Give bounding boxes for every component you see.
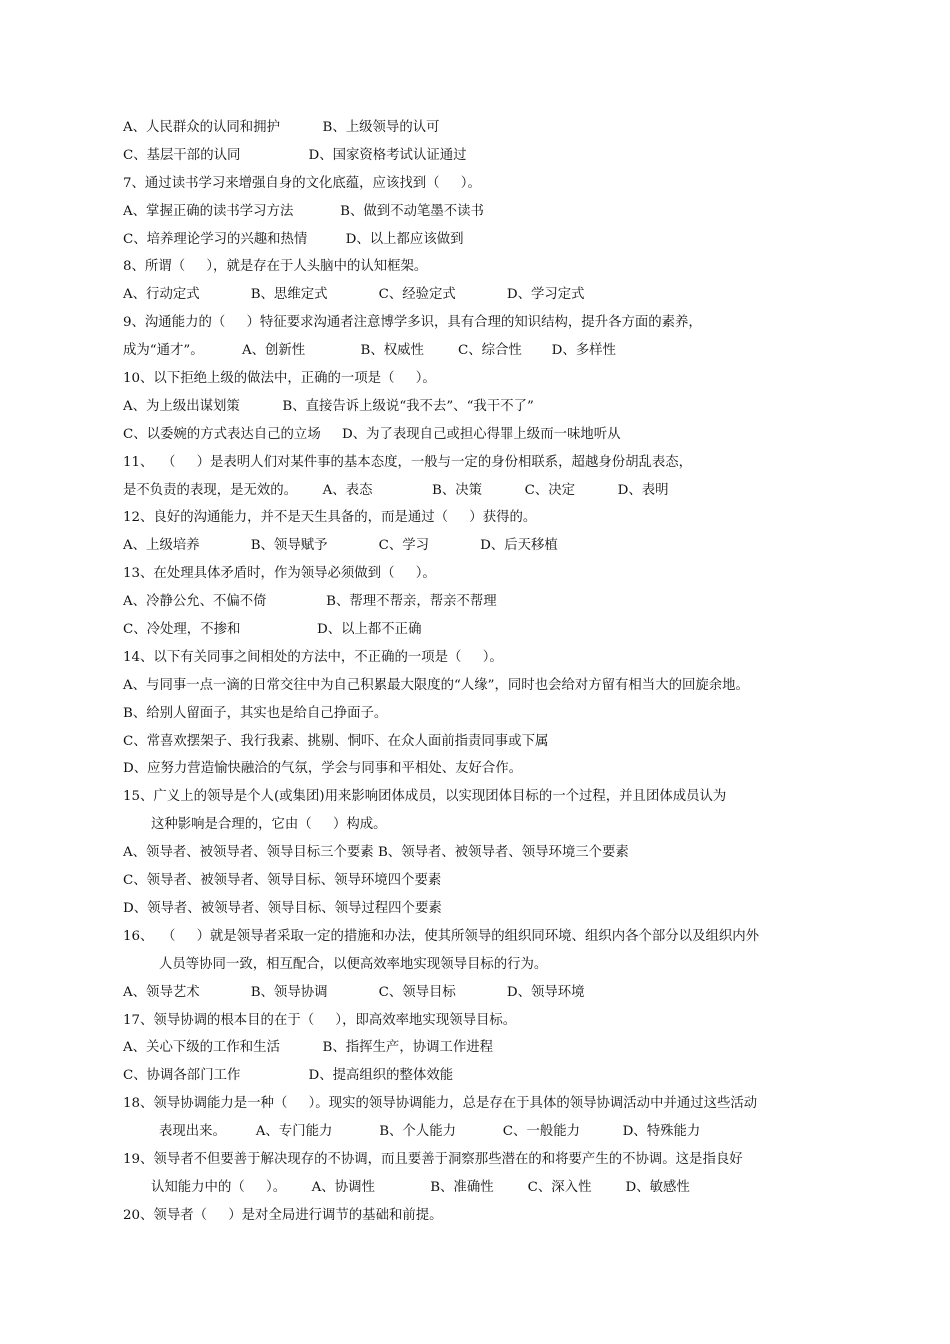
document-body bbox=[123, 114, 823, 1230]
text-line: 17、领导协调的根本目的在于（ ），即高效率地实现领导目标。 bbox=[123, 1012, 517, 1028]
text-line: 认知能力中的（ ）。 A、协调性 B、准确性 C、深入性 D、敏感性 bbox=[151, 1179, 690, 1195]
text-line: 7、通过读书学习来增强自身的文化底蕴，应该找到（ ）。 bbox=[123, 175, 481, 191]
text-line: A、行动定式 B、思维定式 C、经验定式 D、学习定式 bbox=[123, 287, 585, 303]
text-line: D、领导者、被领导者、领导目标、领导过程四个要素 bbox=[123, 900, 442, 916]
text-line: D、应努力营造愉快融洽的气氛，学会与同事和平相处、友好合作。 bbox=[123, 761, 523, 777]
text-line: A、掌握正确的读书学习方法 B、做到不动笔墨不读书 bbox=[123, 203, 484, 219]
text-line: C、以委婉的方式表达自己的立场 D、为了表现自己或担心得罪上级而一味地听从 bbox=[123, 426, 621, 442]
text-line: 9、沟通能力的（ ）特征要求沟通者注意博学多识，具有合理的知识结构，提升各方面的素养， bbox=[123, 315, 702, 331]
text-line: A、领导者、被领导者、领导目标三个要素 B、领导者、被领导者、领导环境三个要素 bbox=[123, 845, 629, 861]
text-line: A、为上级出谋划策 B、直接告诉上级说“我不去”、“我干不了” bbox=[123, 398, 534, 414]
text-line: A、上级培养 B、领导赋予 C、学习 D、后天移植 bbox=[123, 538, 558, 554]
text-line: 18、领导协调能力是一种（ ）。现实的领导协调能力，总是存在于具体的领导协调活动中并通过这些活动 bbox=[123, 1096, 758, 1112]
text-line: B、给别人留面子，其实也是给自己挣面子。 bbox=[123, 705, 388, 721]
text-line: 20、领导者（ ）是对全局进行调节的基础和前提。 bbox=[123, 1207, 443, 1223]
text-line: A、领导艺术 B、领导协调 C、领导目标 D、领导环境 bbox=[123, 984, 585, 1000]
text-line: C、常喜欢摆架子、我行我素、挑剔、恫吓、在众人面前指责同事或下属 bbox=[123, 733, 549, 749]
text-line: 12、良好的沟通能力，并不是天生具备的，而是通过（ ）获得的。 bbox=[123, 510, 537, 526]
text-line: 成为“通才”。 A、创新性 B、权威性 C、综合性 D、多样性 bbox=[123, 343, 616, 359]
text-line: 13、在处理具体矛盾时，作为领导必须做到（ ）。 bbox=[123, 566, 436, 582]
text-line: 15、广义上的领导是个人(或集团)用来影响团体成员，以实现团体目标的一个过程，并且团体成员认为 bbox=[123, 789, 727, 805]
text-line: C、冷处理，不掺和 D、以上都不正确 bbox=[123, 622, 422, 638]
text-line: C、协调各部门工作 D、提高组织的整体效能 bbox=[123, 1068, 454, 1084]
text-line: 10、以下拒绝上级的做法中，正确的一项是（ ）。 bbox=[123, 371, 436, 387]
text-line: A、冷静公允、不偏不倚 B、帮理不帮亲，帮亲不帮理 bbox=[123, 594, 497, 610]
text-line: A、关心下级的工作和生活 B、指挥生产，协调工作进程 bbox=[123, 1040, 494, 1056]
text-line: A、与同事一点一滴的日常交往中为自己积累最大限度的“人缘”，同时也会给对方留有相当大的回旋余地。 bbox=[123, 677, 749, 693]
text-line: 14、以下有关同事之间相处的方法中，不正确的一项是（ ）。 bbox=[123, 649, 503, 665]
text-line: 8、所谓（ ），就是存在于人头脑中的认知框架。 bbox=[123, 259, 428, 275]
text-line: 这种影响是合理的，它由（ ）构成。 bbox=[151, 817, 387, 833]
text-line: 表现出来。 A、专门能力 B、个人能力 C、一般能力 D、特殊能力 bbox=[159, 1124, 701, 1140]
text-line: A、人民群众的认同和拥护 B、上级领导的认可 bbox=[123, 120, 440, 135]
text-line: 人员等协同一致，相互配合，以便高效率地实现领导目标的行为。 bbox=[159, 956, 548, 972]
text-line: C、领导者、被领导者、领导目标、领导环境四个要素 bbox=[123, 873, 442, 889]
text-line: 19、领导者不但要善于解决现存的不协调，而且要善于洞察那些潜在的和将要产生的不协调。这是指良好 bbox=[123, 1151, 743, 1167]
text-line: C、基层干部的认同 D、国家资格考试认证通过 bbox=[123, 147, 467, 163]
text-line: 是不负责的表现，是无效的。 A、表态 B、决策 C、决定 D、表明 bbox=[123, 482, 669, 498]
text-line: C、培养理论学习的兴趣和热情 D、以上都应该做到 bbox=[123, 231, 464, 247]
text-line: 11、 （ ）是表明人们对某件事的基本态度，一般与一定的身份相联系，超越身份胡乱表态， bbox=[123, 454, 693, 470]
text-line: 16、 （ ）就是领导者采取一定的措施和办法，使其所领导的组织同环境、组织内各个部分以及组织内外 bbox=[123, 928, 760, 944]
